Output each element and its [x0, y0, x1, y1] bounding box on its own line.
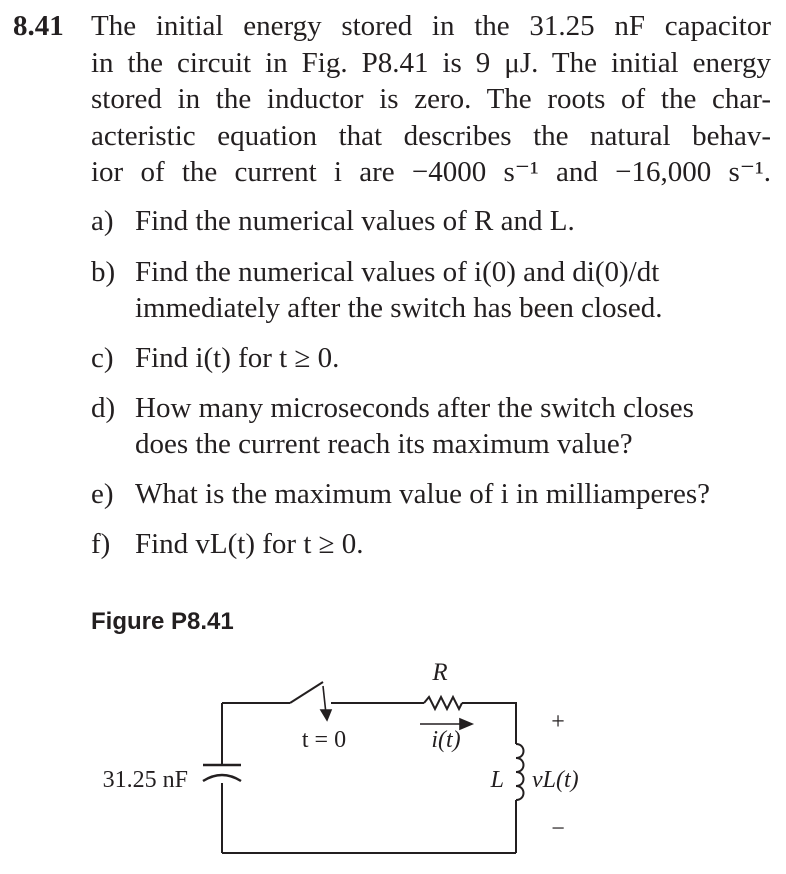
voltage-label: vL(t) — [532, 767, 579, 793]
problem-number: 8.41 — [13, 10, 64, 42]
inductor-coil — [516, 744, 524, 800]
statement-line: stored in the inductor is zero. The roots of the char- — [91, 83, 771, 116]
part-text-continued: immediately after the switch has been closed. — [135, 292, 663, 324]
minus-sign: − — [551, 816, 565, 842]
statement-line: acteristic equation that describes the natural behav- — [91, 119, 771, 152]
part-text: What is the maximum value of i in milliamperes? — [135, 478, 711, 510]
part-text: Find the numerical values of i(0) and di(0)/dt — [135, 256, 660, 288]
switch-label: t = 0 — [301, 727, 347, 753]
resistor-label: R — [432, 659, 448, 686]
part-label: f) — [91, 528, 111, 560]
part-e — [91, 476, 710, 512]
part-text: How many microseconds after the switch closes — [135, 392, 694, 424]
capacitor-label: 31.25 nF — [102, 767, 188, 793]
capacitor-plate-bottom — [203, 775, 241, 781]
resistor-zigzag — [424, 697, 462, 709]
part-label: c) — [91, 342, 114, 374]
part-text: Find vL(t) for t ≥ 0. — [135, 528, 364, 560]
part-label: b) — [91, 256, 116, 288]
part-label: a) — [91, 205, 114, 237]
part-f — [91, 526, 364, 562]
part-b — [91, 254, 662, 326]
statement-line: ior of the current i are −4000 s⁻¹ and −16,000 s⁻¹. — [91, 156, 771, 189]
figure-title: Figure P8.41 — [91, 608, 234, 635]
part-text-continued: does the current reach its maximum value? — [135, 428, 633, 460]
current-arrow-head — [460, 719, 472, 729]
plus-sign: + — [551, 709, 565, 735]
part-label: d) — [91, 392, 116, 424]
part-text: Find i(t) for t ≥ 0. — [135, 342, 340, 374]
part-text: Find the numerical values of R and L. — [135, 205, 575, 237]
current-label: i(t) — [431, 727, 461, 753]
part-c — [91, 340, 339, 376]
switch-arrow-head — [321, 710, 331, 720]
circuit-diagram — [0, 640, 786, 874]
inductor-label: L — [490, 767, 504, 793]
part-label: e) — [91, 478, 114, 510]
part-d — [91, 390, 694, 462]
statement-line: The initial energy stored in the 31.25 nF capacitor — [91, 10, 771, 42]
part-a — [91, 203, 575, 239]
statement-line: in the circuit in Fig. P8.41 is 9 μJ. The initial energy — [91, 46, 771, 79]
problem-statement — [91, 8, 771, 191]
switch-blade — [290, 682, 323, 703]
